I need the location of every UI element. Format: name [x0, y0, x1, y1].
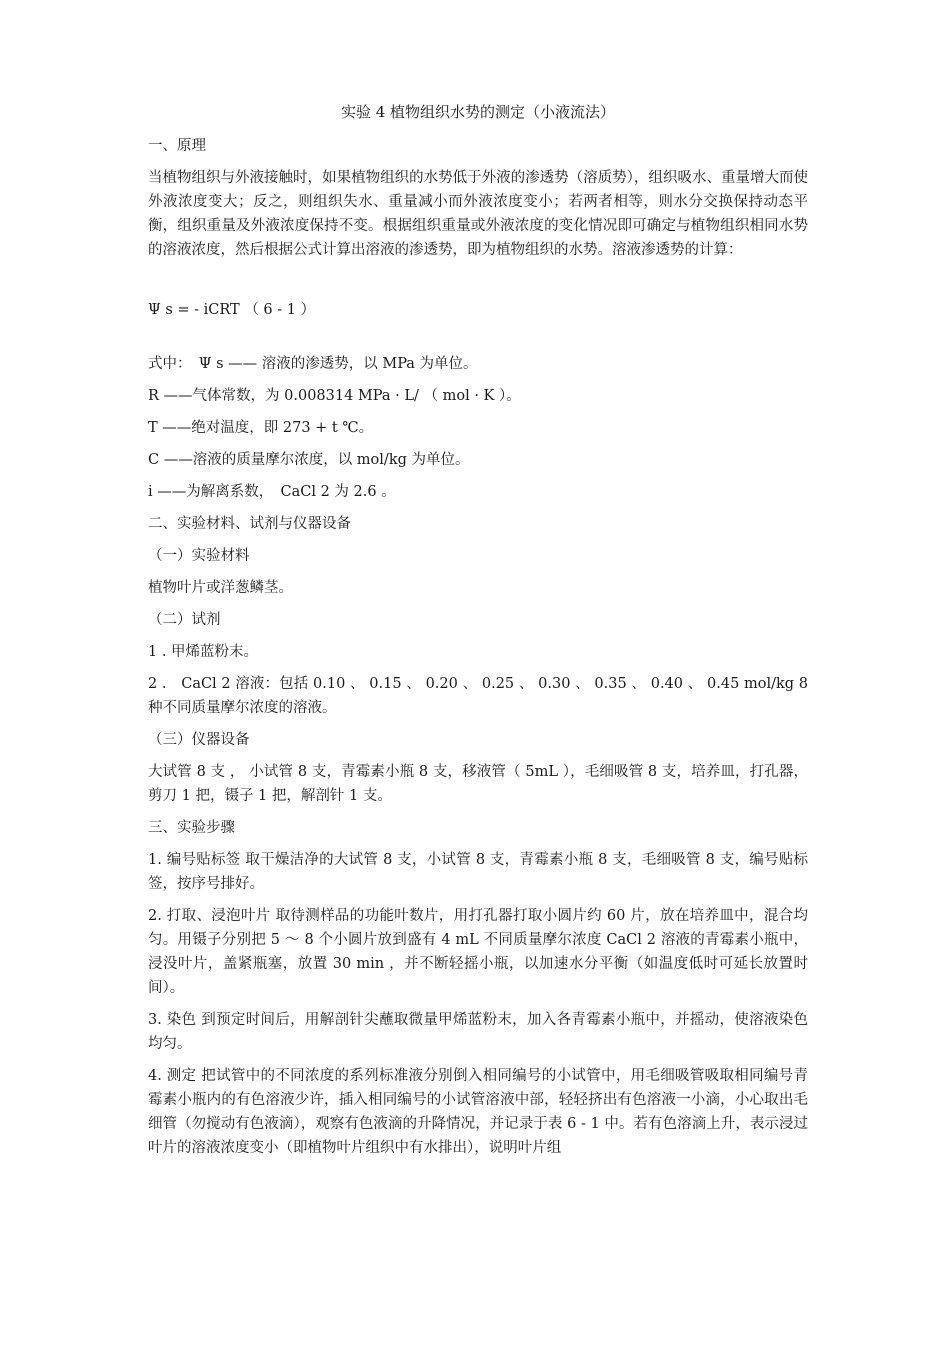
- principle-paragraph: 当植物组织与外液接触时，如果植物组织的水势低于外液的渗透势（溶质势），组织吸水、重量增大而使外液浓度变大；反之，则组织失水、重量减小而外液浓度变小；若两者相等，则水分交换保持动态平衡，组织重量及外液浓度保持不变。根据组织重量或外液浓度的变化情况即可确定与植物组织相同水势的溶液浓度，然后根据公式计算出溶液的渗透势，即为植物组织的水势。溶液渗透势的计算：: [148, 170, 808, 258]
- reagent-item-1: 1 . 甲烯蓝粉末。: [148, 644, 259, 660]
- definition-c: C ——溶液的质量摩尔浓度，以 mol/kg 为单位。: [148, 452, 470, 468]
- document-page: [148, 100, 808, 1168]
- subheading-equipment: （三）仪器设备: [148, 732, 250, 748]
- section-heading-principle: 一、原理: [148, 138, 206, 154]
- definition-r: R ——气体常数，为 0.008314 MPa · L/ （ mol · K ）。: [148, 388, 521, 404]
- equipment-paragraph: 大试管 8 支 ， 小试管 8 支，青霉素小瓶 8 支，移液管（ 5mL ），毛细吸管 8 支，培养皿，打孔器，剪刀 1 把，镊子 1 把，解剖针 1 支。: [148, 764, 808, 804]
- step-3: 3. 染色 到预定时间后，用解剖针尖蘸取微量甲烯蓝粉末，加入各青霉素小瓶中，并摇动，使溶液染色均匀。: [148, 1012, 808, 1052]
- section-heading-steps: 三、实验步骤: [148, 820, 235, 836]
- materials-paragraph: 植物叶片或洋葱鳞茎。: [148, 580, 293, 596]
- definition-t: T ——绝对温度，即 273 + t ℃。: [148, 420, 374, 436]
- page-title: 实验 4 植物组织水势的测定（小液流法）: [340, 103, 616, 121]
- reagent-item-2: 2 . CaCl 2 溶液：包括 0.10 、 0.15 、 0.20 、 0.25 、 0.30 、 0.35 、 0.40 、 0.45 mol/kg 8 种不同质量摩尔浓度的溶液。: [148, 676, 808, 716]
- section-heading-materials: 二、实验材料、试剂与仪器设备: [148, 516, 351, 532]
- step-4: 4. 测定 把试管中的不同浓度的系列标准液分别倒入相同编号的小试管中，用毛细吸管吸取相同编号青霉素小瓶内的有色溶液少许，插入相同编号的小试管溶液中部，轻轻挤出有色溶液一小滴，小心取出毛细管（勿搅动有色液滴），观察有色液滴的升降情况，并记录于表 6 - 1 中。若有色溶滴上升，表示浸过叶片的溶液浓度变小（即植物叶片组织中有水排出），说明叶片组: [148, 1068, 808, 1156]
- step-2: 2. 打取、浸泡叶片 取待测样品的功能叶数片，用打孔器打取小圆片约 60 片，放在培养皿中，混合均匀。用镊子分别把 5 ～ 8 个小圆片放到盛有 4 mL 不同质量摩尔浓度 CaCl 2 溶液的青霉素小瓶中，浸没叶片，盖紧瓶塞，放置 30 min ，并不断轻摇小瓶，以加速水分平衡（如温度低时可延长放置时间）。: [148, 908, 808, 996]
- definition-psi: 式中： Ψ s —— 溶液的渗透势，以 MPa 为单位。: [148, 356, 478, 372]
- formula-line: Ψ s = - iCRT （ 6 - 1 ）: [148, 302, 316, 318]
- definition-i: i ——为解离系数， CaCl 2 为 2.6 。: [148, 484, 396, 500]
- step-1: 1. 编号贴标签 取干燥洁净的大试管 8 支，小试管 8 支，青霉素小瓶 8 支，毛细吸管 8 支，编号贴标签，按序号排好。: [148, 852, 808, 892]
- subheading-materials: （一）实验材料: [148, 548, 250, 564]
- subheading-reagents: （二）试剂: [148, 612, 221, 628]
